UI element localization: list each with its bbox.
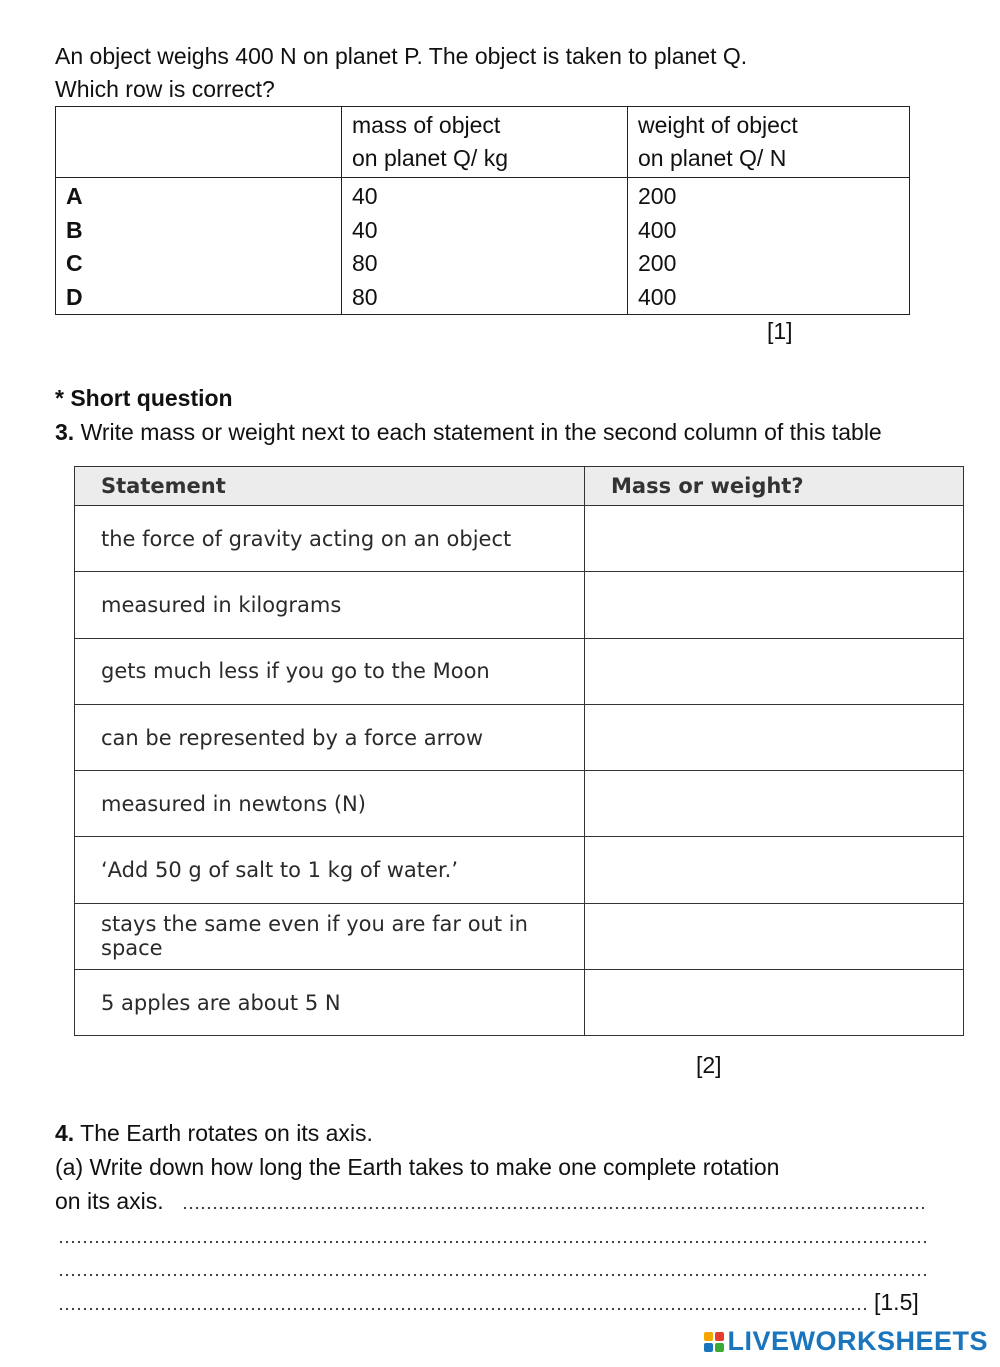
mass-value: 80 xyxy=(342,281,628,315)
logo-text: LIVEWORKSHEETS xyxy=(727,1326,988,1356)
statement-cell: stays the same even if you are far out in space xyxy=(75,903,585,969)
answer-line[interactable] xyxy=(182,1206,926,1210)
q4-intro-line xyxy=(55,1118,373,1148)
q2-header-weight: weight of object on planet Q/ N xyxy=(628,107,910,178)
statement-cell: 5 apples are about 5 N xyxy=(75,970,585,1036)
answer-cell[interactable] xyxy=(585,572,964,638)
q3-prompt: Write mass or weight next to each statement in the second column of this table xyxy=(80,419,882,445)
q4-marks: [1.5] xyxy=(874,1289,919,1315)
option-label: C xyxy=(56,247,342,281)
table-row xyxy=(75,572,964,638)
section-heading: * Short question xyxy=(55,385,233,411)
weight-value: 400 xyxy=(628,281,910,315)
answer-cell[interactable] xyxy=(585,704,964,770)
q2-line2: Which row is correct? xyxy=(55,76,275,102)
answer-line[interactable] xyxy=(58,1273,926,1277)
table-row xyxy=(56,247,910,281)
table-row xyxy=(75,837,964,903)
q3-marks: [2] xyxy=(696,1052,722,1078)
q2-header-blank xyxy=(56,107,342,178)
option-label: A xyxy=(56,178,342,214)
statement-cell: measured in newtons (N) xyxy=(75,771,585,837)
q2-line1: An object weighs 400 N on planet P. The object is taken to planet Q. xyxy=(55,43,748,69)
answer-cell[interactable] xyxy=(585,903,964,969)
statement-cell: ‘Add 50 g of salt to 1 kg of water.’ xyxy=(75,837,585,903)
q4-number: 4. xyxy=(55,1120,75,1146)
table-row xyxy=(75,506,964,572)
statement-cell: measured in kilograms xyxy=(75,572,585,638)
logo-grid-icon xyxy=(704,1332,724,1352)
table-row xyxy=(75,704,964,770)
q2-options-table xyxy=(55,106,910,315)
mass-value: 40 xyxy=(342,178,628,214)
answer-line[interactable] xyxy=(58,1240,926,1244)
q4-part-a-line2: on its axis. xyxy=(55,1188,164,1214)
answer-cell[interactable] xyxy=(585,638,964,704)
statement-cell: gets much less if you go to the Moon xyxy=(75,638,585,704)
statement-cell: the force of gravity acting on an object xyxy=(75,506,585,572)
table-row xyxy=(75,771,964,837)
table-row xyxy=(56,281,910,315)
option-label: B xyxy=(56,214,342,248)
q3-number: 3. xyxy=(55,419,75,445)
answer-cell[interactable] xyxy=(585,771,964,837)
table-row xyxy=(75,903,964,969)
mass-value: 80 xyxy=(342,247,628,281)
statement-cell: can be represented by a force arrow xyxy=(75,704,585,770)
col-header-statement: Statement xyxy=(75,467,585,506)
q2-header-row xyxy=(56,107,910,178)
q4-intro: The Earth rotates on its axis. xyxy=(80,1120,373,1146)
answer-cell[interactable] xyxy=(585,837,964,903)
q4-part-a-line1: (a) Write down how long the Earth takes to make one complete rotation xyxy=(55,1154,780,1180)
q2-marks: [1] xyxy=(767,318,793,344)
option-label: D xyxy=(56,281,342,315)
table-row xyxy=(75,638,964,704)
liveworksheets-logo xyxy=(704,1326,988,1357)
q3-answer-table xyxy=(74,466,964,1036)
weight-value: 200 xyxy=(628,178,910,214)
q3-prompt-line xyxy=(55,417,882,447)
table-row xyxy=(56,178,910,214)
table-row xyxy=(75,970,964,1036)
weight-value: 400 xyxy=(628,214,910,248)
mass-value: 40 xyxy=(342,214,628,248)
col-header-mass-or-weight: Mass or weight? xyxy=(585,467,964,506)
weight-value: 200 xyxy=(628,247,910,281)
table-row xyxy=(56,214,910,248)
q3-header-row xyxy=(75,467,964,506)
answer-cell[interactable] xyxy=(585,506,964,572)
answer-cell[interactable] xyxy=(585,970,964,1036)
q2-header-mass: mass of object on planet Q/ kg xyxy=(342,107,628,178)
answer-line[interactable] xyxy=(58,1307,868,1311)
